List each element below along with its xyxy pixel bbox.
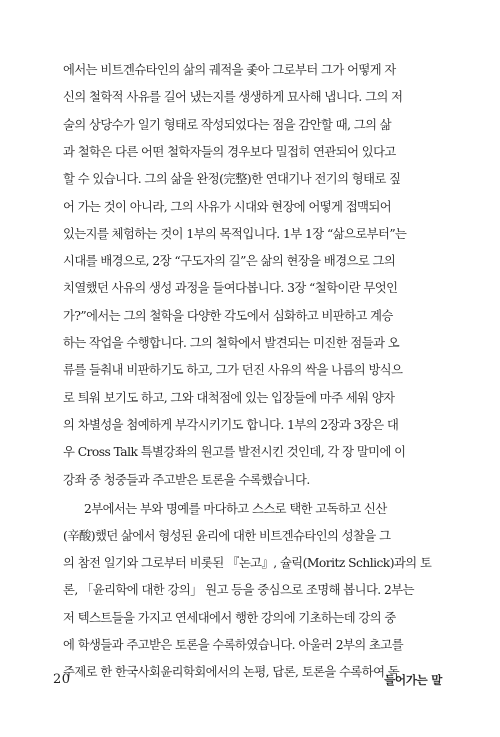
text-line: 주제로 한 한국사회윤리학회에서의 논평, 답론, 토론을 수록하여 독	[63, 665, 400, 680]
text-line: 술의 상당수가 일기 형태로 작성되었다는 점을 감안할 때, 그의 삶	[63, 117, 392, 132]
text-line: 강좌 중 청중들과 주고받은 토론을 수록했습니다.	[63, 472, 310, 487]
running-head: 들어가는 말	[384, 673, 442, 687]
text-line: 에서는 비트겐슈타인의 삶의 궤적을 좇아 그로부터 그가 어떻게 자	[63, 63, 396, 77]
text-line: 저 텍스트들을 가지고 연세대에서 행한 강의에 기초하는데 강의 중	[63, 610, 396, 625]
text-line: 론, 「윤리학에 대한 강의」 원고 등을 중심으로 조명해 봅니다. 2부는	[63, 583, 414, 598]
text-line: 과 철학은 다른 어떤 철학자들의 경우보다 밀접히 연관되어 있다고	[63, 144, 396, 159]
text-line: 에 학생들과 주고받은 토론을 수록하였습니다. 아울러 2부의 초고를	[63, 638, 404, 652]
text-line: 시대를 배경으로, 2장 “구도자의 길”은 삶의 현장을 배경으로 그의	[63, 254, 396, 269]
text-line: (辛酸)했던 삶에서 형성된 윤리에 대한 비트겐슈타인의 성찰을 그	[63, 528, 391, 543]
page-number: 20	[53, 672, 71, 687]
text-line: 의 참전 일기와 그로부터 비롯된 『논고』, 슐릭(Moritz Schlick)과의 토	[63, 556, 432, 571]
text-line: 의 차별성을 첨예하게 부각시키기도 합니다. 1부의 2장과 3장은 대	[63, 417, 399, 432]
text-line: 우 Cross Talk 특별강좌의 원고를 발전시킨 것인데, 각 장 말미에 이	[63, 445, 406, 460]
text-line: 하는 작업을 수행합니다. 그의 철학에서 발견되는 미진한 점들과 오	[63, 336, 400, 350]
text-line: 할 수 있습니다. 그의 삶을 완정(完整)한 연대기나 전기의 형태로 짚	[63, 172, 401, 187]
text-line: 있는지를 체험하는 것이 1부의 목적입니다. 1부 1장 “삶으로부터”는	[63, 226, 407, 241]
text-line: 가?”에서는 그의 철학을 다양한 각도에서 심화하고 비판하고 계승	[63, 308, 393, 323]
text-line: 로 틔워 보기도 하고, 그와 대척점에 있는 입장들에 마주 세워 양자	[63, 390, 395, 405]
text-line: 치열했던 사유의 생성 과정을 들여다봅니다. 3장 “철학이란 무엇인	[63, 281, 398, 296]
text-line: 어 가는 것이 아니라, 그의 사유가 시대와 현장에 어떻게 접맥되어	[63, 199, 392, 214]
text-line: 2부에서는 부와 명예를 마다하고 스스로 택한 고독하고 신산	[84, 501, 387, 516]
text-line: 류를 들춰내 비판하기도 하고, 그가 던진 사유의 싹을 나름의 방식으	[63, 363, 403, 378]
text-line: 신의 철학적 사유를 길어 냈는지를 생생하게 묘사해 냅니다. 그의 저	[63, 90, 403, 105]
